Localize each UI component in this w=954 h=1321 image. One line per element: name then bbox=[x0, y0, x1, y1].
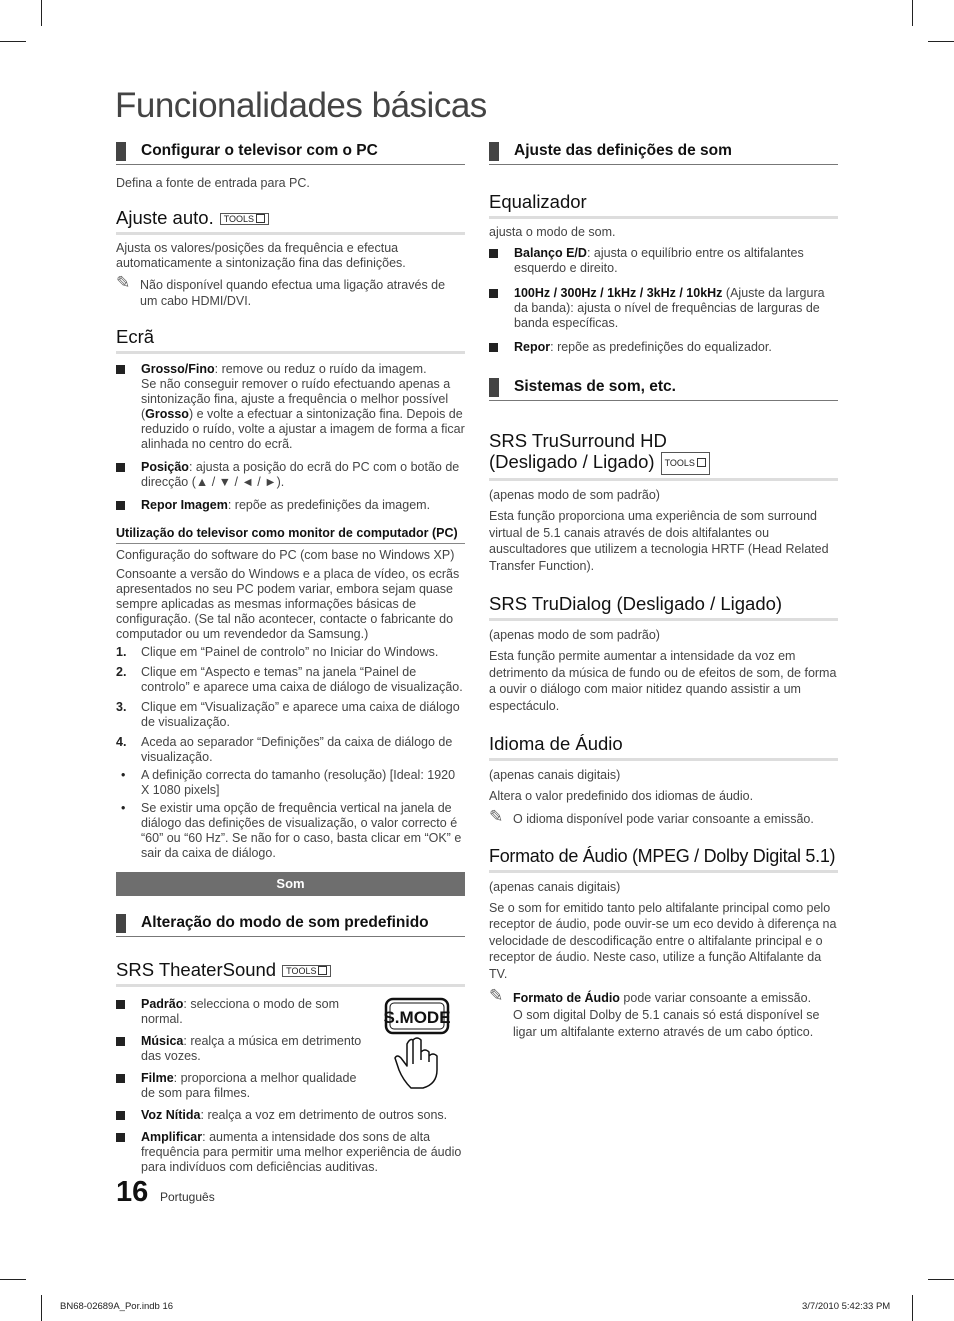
theater-list bbox=[116, 997, 465, 1175]
item-text: : aumenta a intensidade dos sons de alta frequência para permitir uma melhor experiência de áudio para indivíduos com deficiências auditivas. bbox=[141, 1130, 462, 1174]
item-text: (Ajuste da largura da banda): ajusta o nível de frequências de larguras de banda específicas. bbox=[514, 286, 825, 330]
idioma-title: Idioma de Áudio bbox=[489, 733, 838, 761]
slug-left: BN68-02689A_Por.indb 16 bbox=[60, 1301, 174, 1312]
crop-mark bbox=[912, 1295, 913, 1321]
item-text: : remove ou reduz o ruído da imagem. bbox=[214, 362, 427, 376]
list-item bbox=[116, 1071, 465, 1101]
trusurround-title-line2: (Desligado / Ligado) bbox=[489, 451, 655, 472]
idioma-note-text: O idioma disponível pode variar consoante a emissão. bbox=[513, 812, 814, 826]
note-pencil-icon: ✎ bbox=[489, 986, 504, 1005]
monitor-intro: Consoante a versão do Windows e a placa de vídeo, os ecrãs apresentados no seu PC podem variar, embora sejam quase sempre aplicadas as mesmas informações básicas de configuração. (Se tal não acontecer, contacte o fabricante do computador ou um revendedor da Samsung.) bbox=[116, 567, 460, 641]
smode-label: S.MODE bbox=[383, 1008, 451, 1027]
step-text: Clique em “Visualização” e aparece uma caixa de diálogo de visualização. bbox=[141, 700, 460, 729]
item-label: Grosso/Fino bbox=[141, 362, 215, 376]
bullet-square-icon bbox=[116, 1000, 125, 1009]
note-pencil-icon: ✎ bbox=[489, 807, 504, 826]
trusurround-mode: (apenas modo de som padrão) bbox=[489, 488, 660, 502]
list-item bbox=[116, 665, 465, 695]
item-extra: Se não conseguir remover o ruído efectuando apenas a sintonização fina, ajuste a frequência o melhor possível ( bbox=[141, 377, 451, 421]
item-label: Voz Nítida bbox=[141, 1108, 201, 1122]
bullet-square-icon bbox=[489, 249, 498, 258]
alteracao-heading-text: Alteração do modo de som predefinido bbox=[141, 914, 429, 931]
page-language: Português bbox=[160, 1190, 215, 1204]
page-number: 16 bbox=[116, 1176, 149, 1208]
formato-note-text2: O som digital Dolby de 5.1 canais só está disponível se ligar um altifalante externo através de um cabo óptico. bbox=[513, 1008, 820, 1039]
configurar-heading-text: Configurar o televisor com o PC bbox=[141, 142, 378, 159]
crop-mark bbox=[912, 0, 913, 26]
idioma-mode: (apenas canais digitais) bbox=[489, 768, 621, 782]
bullet-square-icon bbox=[489, 289, 498, 298]
equalizador-list bbox=[489, 246, 838, 355]
bullet-square-icon bbox=[116, 501, 125, 510]
formato-title: Formato de Áudio (MPEG / Dolby Digital 5.1) bbox=[489, 846, 838, 873]
trudialog-mode: (apenas modo de som padrão) bbox=[489, 628, 660, 642]
right-column bbox=[489, 140, 838, 1041]
tools-label: TOOLS bbox=[223, 214, 255, 224]
step-number: 4. bbox=[116, 735, 127, 749]
item-extra: ) e volte a efectuar a sintonização fina. Depois de reduzido o ruído, volte a ajustar a imagem de forma a ficar alinhada no centro do ecrã. bbox=[141, 407, 465, 451]
list-item bbox=[489, 286, 838, 331]
step-number: 2. bbox=[116, 665, 127, 679]
formato-note bbox=[489, 986, 838, 1041]
trusurround-title bbox=[489, 430, 838, 481]
formato-text: Se o som for emitido tanto pelo altifalante principal como pelo receptor de áudio, pode ouvir-se um eco devido à diferença na velocidade de descodificação entre o altifalante principal e o receptor de áudio. Neste caso, utilize a função Altifalante da TV. bbox=[489, 900, 837, 981]
equalizador-intro: ajusta o modo de som. bbox=[489, 225, 616, 239]
list-item bbox=[116, 1108, 465, 1123]
bullet-square-icon bbox=[116, 1111, 125, 1120]
heading-bar bbox=[489, 378, 499, 397]
heading-bar bbox=[116, 142, 126, 161]
dot-text: Se existir uma opção de frequência vertical na janela de diálogo das definições de visualização, o valor correcto é “60” ou “60 Hz”. Se não for o caso, basta clicar em “OK” e sair da caixa de diálogo. bbox=[141, 801, 462, 860]
tools-icon bbox=[256, 214, 265, 223]
tools-badge bbox=[282, 965, 331, 977]
item-label: Repor bbox=[514, 340, 551, 354]
item-text: : repõe as predefinições da imagem. bbox=[227, 498, 431, 512]
trudialog-title: SRS TruDialog (Desligado / Ligado) bbox=[489, 593, 838, 621]
list-item bbox=[116, 1130, 465, 1175]
crop-mark bbox=[41, 1295, 42, 1321]
item-text: : ajusta o equilíbrio entre os altifalantes esquerdo e direito. bbox=[514, 246, 804, 275]
theater-title-text: SRS TheaterSound bbox=[116, 959, 277, 980]
formato-note-label: Formato de Áudio bbox=[513, 991, 620, 1005]
configurar-heading bbox=[116, 140, 465, 165]
step-text: Aceda ao separador “Definições” da caixa de diálogo de visualização. bbox=[141, 735, 453, 764]
ajuste-som-heading bbox=[489, 140, 838, 165]
list-item bbox=[116, 768, 465, 798]
ajuste-som-heading-text: Ajuste das definições de som bbox=[514, 142, 732, 159]
item-label: Balanço E/D bbox=[514, 246, 587, 260]
step-text: Clique em “Aspecto e temas” na janela “Painel de controlo” e aparece uma caixa de diálogo de visualização. bbox=[141, 665, 463, 694]
heading-bar bbox=[116, 914, 126, 933]
bullet-square-icon bbox=[116, 365, 125, 374]
bullet-square-icon bbox=[116, 1133, 125, 1142]
som-band: Som bbox=[116, 872, 465, 896]
item-label: Repor Imagem bbox=[141, 498, 228, 512]
slug-right: 3/7/2010 5:42:33 PM bbox=[802, 1301, 891, 1312]
list-item bbox=[116, 700, 465, 730]
crop-mark bbox=[928, 41, 954, 42]
crop-mark bbox=[41, 0, 42, 26]
crop-mark bbox=[0, 1279, 26, 1280]
monitor-config: Configuração do software do PC (com base no Windows XP) bbox=[116, 548, 455, 562]
ecra-title: Ecrã bbox=[116, 326, 465, 354]
tools-badge bbox=[661, 452, 710, 475]
list-item bbox=[116, 801, 465, 861]
equalizador-title: Equalizador bbox=[489, 191, 838, 219]
crop-mark bbox=[928, 1279, 954, 1280]
tools-icon bbox=[318, 966, 327, 975]
item-text: : selecciona o modo de som normal. bbox=[141, 997, 340, 1026]
step-number: 1. bbox=[116, 645, 127, 659]
dot-text: A definição correcta do tamanho (resolução) [Ideal: 1920 X 1080 pixels] bbox=[141, 768, 456, 797]
step-text: Clique em “Painel de controlo” no Iniciar do Windows. bbox=[141, 645, 439, 659]
ajuste-auto-note bbox=[116, 273, 465, 309]
theater-block bbox=[116, 997, 465, 1175]
list-item bbox=[116, 362, 465, 452]
bullet-square-icon bbox=[116, 1037, 125, 1046]
list-item bbox=[116, 498, 465, 513]
item-label: 100Hz / 300Hz / 1kHz / 3kHz / 10kHz bbox=[514, 286, 723, 300]
bullet-dot-icon: • bbox=[121, 801, 126, 815]
bullet-dot-icon: • bbox=[121, 768, 126, 782]
list-item bbox=[116, 735, 465, 765]
ajuste-auto-title bbox=[116, 207, 465, 235]
tools-icon bbox=[697, 458, 706, 467]
crop-mark bbox=[0, 41, 26, 42]
sistemas-heading-text: Sistemas de som, etc. bbox=[514, 378, 676, 395]
configurar-intro: Defina a fonte de entrada para PC. bbox=[116, 176, 310, 190]
note-pencil-icon: ✎ bbox=[116, 273, 131, 292]
list-item bbox=[489, 246, 838, 276]
idioma-text: Altera o valor predefinido dos idiomas de áudio. bbox=[489, 789, 754, 803]
ecra-list bbox=[116, 362, 465, 513]
item-label: Padrão bbox=[141, 997, 184, 1011]
monitor-subhead: Utilização do televisor como monitor de computador (PC) bbox=[116, 526, 465, 544]
formato-mode: (apenas canais digitais) bbox=[489, 879, 621, 894]
tools-badge bbox=[220, 213, 269, 225]
item-extra-bold: Grosso bbox=[145, 407, 189, 421]
trudialog-text: Esta função permite aumentar a intensidade da voz em detrimento da música de fundo ou de efeitos de som, de forma a ouvir o diálogo com maior nitidez quando assistir a um espectáculo. bbox=[489, 649, 837, 713]
idioma-note bbox=[489, 807, 838, 828]
trusurround-text: Esta função proporciona uma experiência de som surround virtual de 5.1 canais através de dois altifalantes ou auscultadores que utilizem a tecnologia HRTF (Head Related Transfer Function). bbox=[489, 509, 829, 573]
item-text: : proporciona a melhor qualidade de som para filmes. bbox=[141, 1071, 357, 1100]
step-number: 3. bbox=[116, 700, 127, 714]
bullet-square-icon bbox=[489, 343, 498, 352]
list-item bbox=[116, 645, 465, 660]
bullet-square-icon bbox=[116, 463, 125, 472]
item-text: : repõe as predefinições do equalizador. bbox=[550, 340, 772, 354]
item-label: Filme bbox=[141, 1071, 174, 1085]
item-text: : realça a música em detrimento das vozes. bbox=[141, 1034, 362, 1063]
monitor-steps bbox=[116, 645, 465, 765]
bullet-square-icon bbox=[116, 1074, 125, 1083]
tools-label: TOOLS bbox=[664, 458, 695, 468]
item-label: Amplificar bbox=[141, 1130, 203, 1144]
trusurround-title-line1: SRS TruSurround HD bbox=[489, 430, 667, 451]
alteracao-heading bbox=[116, 912, 465, 937]
formato-note-text: pode variar consoante a emissão. bbox=[619, 991, 812, 1005]
ajuste-auto-text: Ajusta os valores/posições da frequência e efectua automaticamente a sintonização fina das definições. bbox=[116, 241, 406, 270]
list-item bbox=[116, 460, 465, 490]
page-title: Funcionalidades básicas bbox=[115, 86, 487, 125]
item-text: : realça a voz em detrimento de outros sons. bbox=[200, 1108, 448, 1122]
monitor-dots bbox=[116, 768, 465, 861]
item-label: Música bbox=[141, 1034, 184, 1048]
theater-title bbox=[116, 959, 465, 987]
heading-bar bbox=[489, 142, 499, 161]
sistemas-heading bbox=[489, 376, 838, 401]
tools-label: TOOLS bbox=[286, 966, 317, 976]
list-item bbox=[116, 997, 465, 1027]
ajuste-auto-title-text: Ajuste auto. bbox=[116, 207, 214, 228]
list-item bbox=[116, 1034, 465, 1064]
list-item bbox=[489, 340, 838, 355]
left-column bbox=[116, 140, 465, 1175]
item-label: Posição bbox=[141, 460, 189, 474]
item-text: : ajusta a posição do ecrã do PC com o botão de direcção (▲ / ▼ / ◄ / ►). bbox=[141, 460, 460, 489]
ajuste-auto-note-text: Não disponível quando efectua uma ligação através de um cabo HDMI/DVI. bbox=[140, 278, 446, 308]
